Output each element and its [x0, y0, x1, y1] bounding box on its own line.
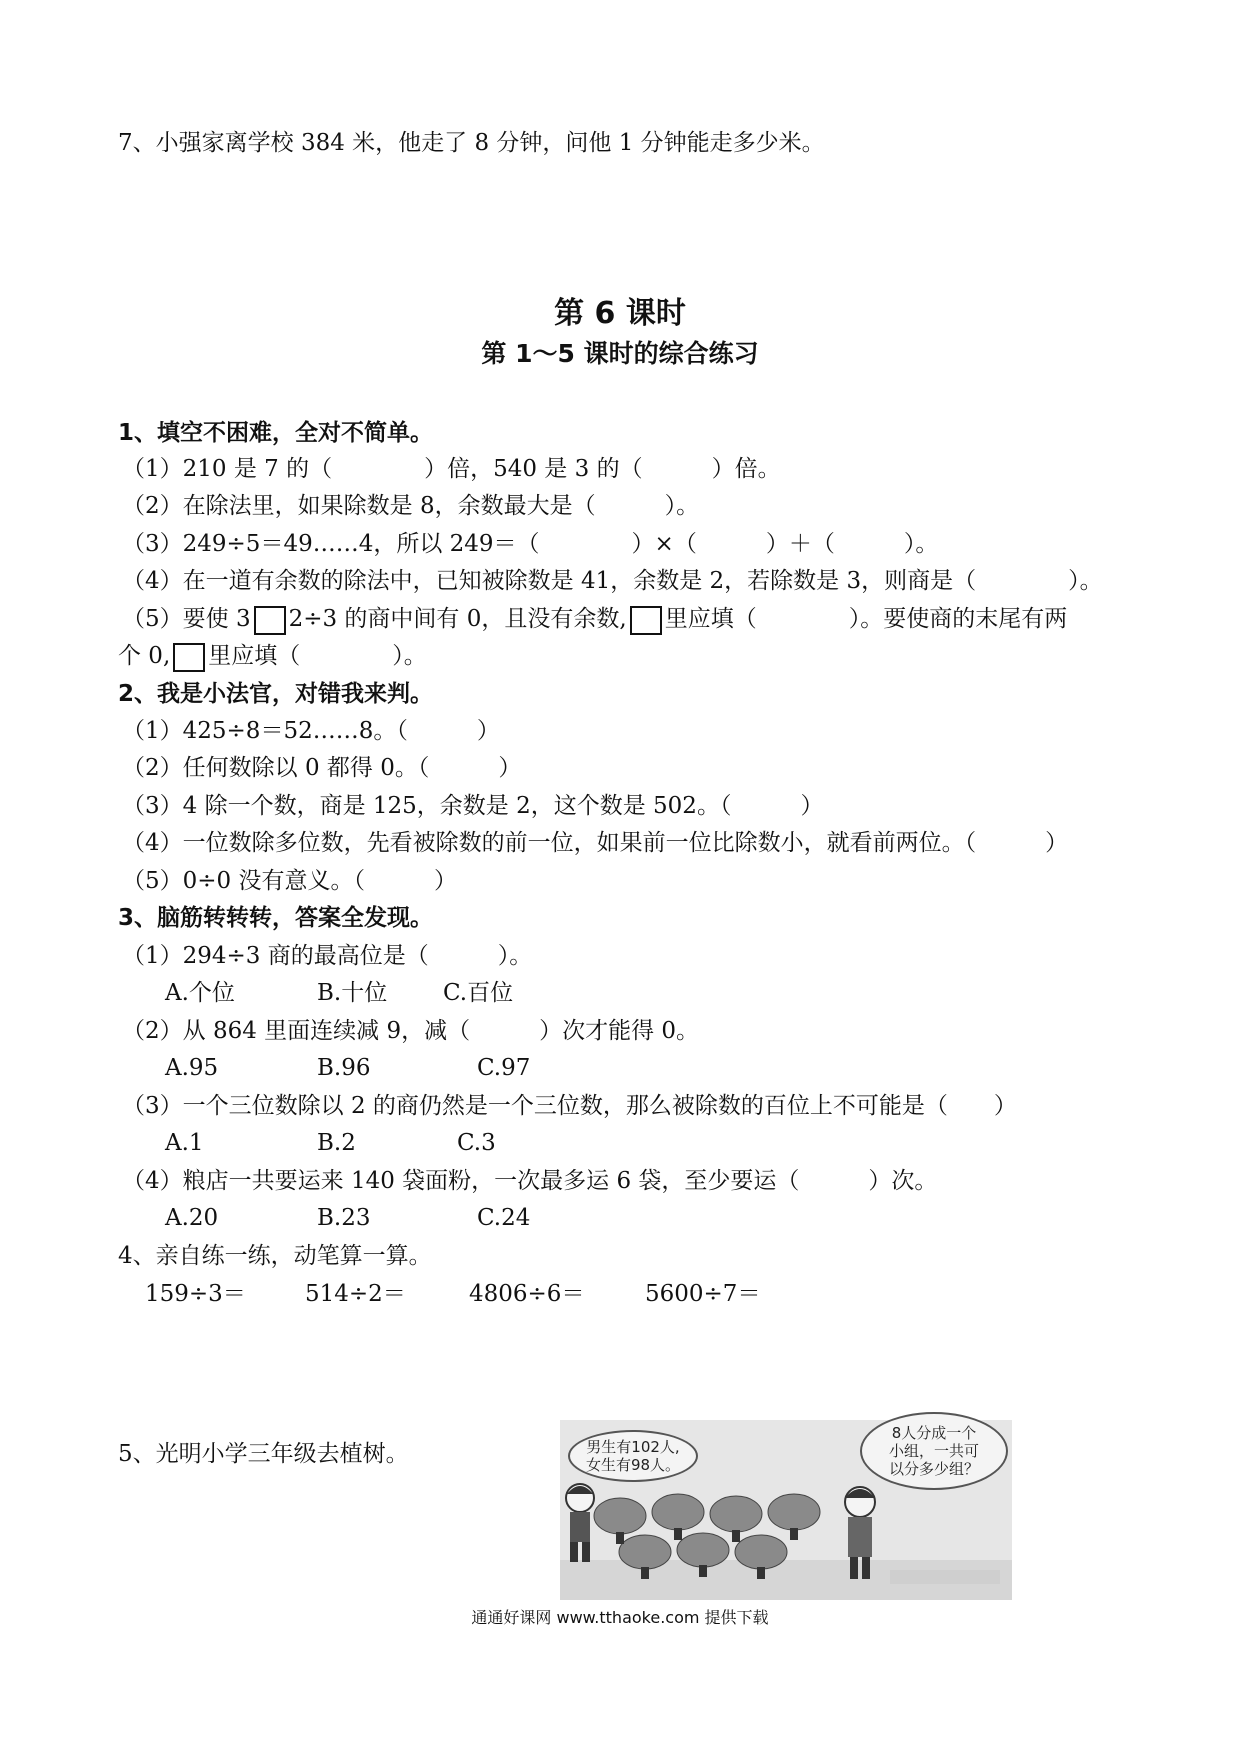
s3-question-2-options — [165, 1053, 530, 1083]
s3-question-4-options — [165, 1203, 530, 1233]
digit-box — [254, 606, 286, 635]
s1-item-5-cont — [118, 641, 427, 672]
option-b: B.十位 — [317, 980, 388, 1006]
option-a: A.个位 — [165, 980, 235, 1006]
bubble-line: 8人分成一个 — [891, 1424, 977, 1442]
page-subtitle: 第 1～5 课时的综合练习 — [481, 339, 759, 368]
option-a: A.20 — [165, 1205, 219, 1231]
s3-question-3: （3）一个三位数除以 2 的商仍然是一个三位数，那么被除数的百位上不可能是（ ） — [122, 1093, 1017, 1119]
digit-box — [630, 606, 662, 635]
s1-item-5-part-b: 2÷3 的商中间有 0，且没有余数, — [288, 606, 627, 632]
digit-box — [173, 643, 205, 672]
s3-question-1: （1）294÷3 商的最高位是（ ）。 — [122, 943, 533, 969]
option-c: C.97 — [477, 1055, 531, 1081]
bubble-line: 女生有98人。 — [585, 1456, 681, 1474]
option-a: A.1 — [165, 1130, 204, 1156]
s3-question-1-options — [165, 978, 513, 1008]
footer-credit: 通通好课网 www.tthaoke.com 提供下载 — [471, 1608, 769, 1627]
tree-planting-illustration — [560, 1420, 1012, 1600]
s3-question-3-options — [165, 1128, 496, 1158]
section-4-heading: 4、亲自练一练，动笔算一算。 — [118, 1243, 432, 1269]
s4-calc-row — [145, 1279, 760, 1309]
s3-question-4: （4）粮店一共要运来 140 袋面粉，一次最多运 6 袋，至少要运（ ）次。 — [122, 1168, 938, 1194]
calc-item: 159÷3＝ — [145, 1281, 246, 1307]
bubble-line: 以分多少组？ — [888, 1460, 979, 1478]
s1-item-5 — [122, 604, 1067, 635]
s1-item-5-cont-a: 个 0, — [118, 643, 171, 669]
s1-item-3: （3）249÷5＝49……4，所以 249＝（ ）×（ ）＋（ ）。 — [122, 531, 939, 557]
s1-item-5-part-a: （5）要使 3 — [122, 606, 251, 632]
calc-item: 5600÷7＝ — [645, 1281, 761, 1307]
question-7: 7、小强家离学校 384 米，他走了 8 分钟，问他 1 分钟能走多少米。 — [118, 130, 825, 156]
calc-item: 4806÷6＝ — [469, 1281, 585, 1307]
option-b: B.96 — [317, 1055, 371, 1081]
section-5-heading: 5、光明小学三年级去植树。 — [118, 1441, 409, 1467]
bubble-line: 男生有102人, — [586, 1438, 680, 1456]
page-title: 第 6 课时 — [554, 296, 686, 331]
s1-item-5-cont-b: 里应填（ ）。 — [208, 643, 427, 669]
option-b: B.2 — [317, 1130, 356, 1156]
s2-item-2: （2）任何数除以 0 都得 0。（ ） — [122, 755, 522, 781]
s1-item-2: （2）在除法里，如果除数是 8，余数最大是（ ）。 — [122, 493, 700, 519]
calc-item: 514÷2＝ — [305, 1281, 406, 1307]
section-3-heading: 3、脑筋转转转，答案全发现。 — [118, 905, 434, 931]
s3-question-2: （2）从 864 里面连续减 9，减（ ）次才能得 0。 — [122, 1018, 700, 1044]
option-c: C.24 — [477, 1205, 531, 1231]
option-b: B.23 — [317, 1205, 371, 1231]
section-2-heading: 2、我是小法官，对错我来判。 — [118, 681, 434, 707]
s2-item-4: （4）一位数除多位数，先看被除数的前一位，如果前一位比除数小，就看前两位。（ ） — [122, 830, 1069, 856]
s2-item-3: （3）4 除一个数，商是 125，余数是 2，这个数是 502。（ ） — [122, 793, 824, 819]
option-c: C.3 — [457, 1130, 496, 1156]
s1-item-1: （1）210 是 7 的（ ）倍，540 是 3 的（ ）倍。 — [122, 456, 781, 482]
speech-bubble-girl — [860, 1412, 1008, 1490]
s1-item-4: （4）在一道有余数的除法中，已知被除数是 41，余数是 2，若除数是 3，则商是（ ）。 — [122, 568, 1103, 594]
s2-item-5: （5）0÷0 没有意义。（ ） — [122, 868, 457, 894]
section-1-heading: 1、填空不困难，全对不简单。 — [118, 420, 434, 446]
option-c: C.百位 — [443, 980, 514, 1006]
s1-item-5-part-c: 里应填（ ）。要使商的末尾有两 — [664, 606, 1068, 632]
option-a: A.95 — [165, 1055, 219, 1081]
s2-item-1: （1）425÷8＝52……8。（ ） — [122, 718, 500, 744]
bubble-line: 小组，一共可 — [888, 1442, 979, 1460]
speech-bubble-boy — [568, 1430, 698, 1482]
